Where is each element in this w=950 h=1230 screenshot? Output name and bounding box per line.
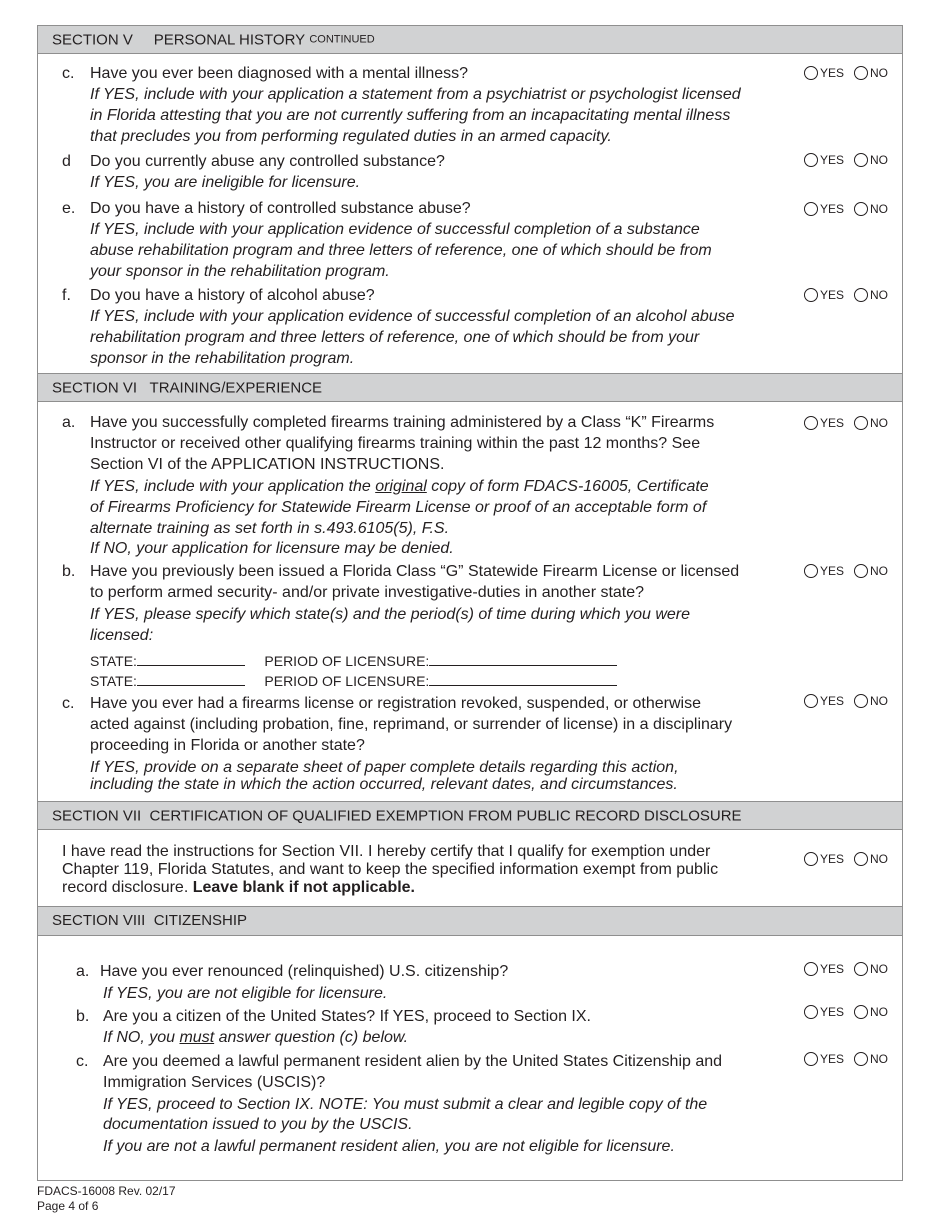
note-underlined: must: [179, 1029, 215, 1046]
radio-circle-icon: [854, 416, 868, 430]
radio-circle-icon: [804, 852, 818, 866]
radio-circle-icon: [854, 1005, 868, 1019]
section-v-header: [38, 26, 902, 54]
no-radio[interactable]: [854, 288, 888, 302]
no-label: NO: [870, 962, 889, 976]
question-text: Are you a citizen of the United States? If YES, proceed to Section IX.: [103, 1008, 591, 1025]
question-letter: d: [62, 153, 71, 170]
yes-label: YES: [820, 416, 845, 430]
yes-label: YES: [820, 694, 845, 708]
yes-label: YES: [820, 66, 845, 80]
no-label: NO: [870, 564, 889, 578]
application-form-page: [37, 25, 903, 1181]
radio-circle-icon: [804, 694, 818, 708]
question-text: Do you have a history of alcohol abuse?: [90, 287, 375, 304]
radio-circle-icon: [804, 564, 818, 578]
certification-text-end: record disclosure.: [62, 879, 193, 896]
yes-radio[interactable]: [804, 66, 844, 80]
yes-label: YES: [820, 288, 845, 302]
question-text: Have you ever had a firearms license or registration revoked, suspended, or otherwise: [90, 695, 701, 712]
yes-no-group: [804, 416, 888, 433]
note-text: copy of form FDACS-16005, Certificate: [426, 478, 709, 495]
no-radio[interactable]: [854, 66, 888, 80]
question-letter: b.: [62, 563, 76, 580]
yes-radio[interactable]: [804, 564, 844, 578]
yes-no-group: [804, 852, 888, 869]
certification-text: [62, 877, 415, 898]
question-note: If YES, proceed to Section IX. NOTE: You must submit a clear and legible copy of the: [103, 1096, 708, 1113]
no-radio[interactable]: [854, 962, 888, 976]
yes-label: YES: [820, 852, 845, 866]
no-label: NO: [870, 694, 889, 708]
yes-no-group: [804, 288, 888, 305]
period-input-2[interactable]: [429, 671, 617, 686]
yes-radio[interactable]: [804, 153, 844, 167]
radio-circle-icon: [854, 962, 868, 976]
no-radio[interactable]: [854, 852, 888, 866]
radio-circle-icon: [854, 202, 868, 216]
yes-radio[interactable]: [804, 202, 844, 216]
period-label: PERIOD OF LICENSURE:: [264, 673, 430, 689]
question-note: your sponsor in the rehabilitation program.: [90, 263, 390, 280]
yes-label: YES: [820, 1005, 845, 1019]
question-note: [90, 476, 709, 497]
yes-label: YES: [820, 153, 845, 167]
radio-circle-icon: [804, 288, 818, 302]
question-text: Have you previously been issued a Florida Class “G” Statewide Firearm License or licensed: [90, 563, 740, 580]
yes-radio[interactable]: [804, 416, 844, 430]
yes-radio[interactable]: [804, 694, 844, 708]
note-text: answer question (c) below.: [214, 1029, 409, 1046]
question-letter: e.: [62, 200, 76, 217]
question-text: Instructor or received other qualifying firearms training within the past 12 months? See: [90, 435, 701, 452]
question-letter: f.: [62, 287, 71, 304]
question-text: Have you successfully completed firearms training administered by a Class “K” Firearms: [90, 414, 715, 431]
section-vii-header: [38, 801, 902, 830]
form-number: FDACS-16008 Rev. 02/17: [37, 1184, 176, 1198]
radio-circle-icon: [804, 66, 818, 80]
section-v-label: SECTION V: [52, 31, 133, 49]
yes-label: YES: [820, 564, 845, 578]
no-radio[interactable]: [854, 416, 888, 430]
no-radio[interactable]: [854, 1052, 888, 1066]
question-note: rehabilitation program and three letters of reference, one of which should be from your: [90, 329, 700, 346]
note-underlined: original: [375, 478, 427, 495]
question-note: abuse rehabilitation program and three letters of reference, one of which should be from: [90, 242, 712, 259]
yes-no-group: [804, 1052, 888, 1069]
certification-text: Chapter 119, Florida Statutes, and want to keep the specified information exempt from public: [62, 861, 719, 878]
question-note: If YES, include with your application evidence of successful completion of a substance: [90, 221, 700, 238]
question-text: proceeding in Florida or another state?: [90, 737, 365, 754]
question-note: sponsor in the rehabilitation program.: [90, 350, 355, 367]
yes-radio[interactable]: [804, 1005, 844, 1019]
question-note: If NO, your application for licensure may be denied.: [90, 540, 454, 557]
question-letter: c.: [76, 1053, 89, 1070]
no-label: NO: [870, 1052, 889, 1066]
section-vii-label: SECTION VII: [52, 807, 142, 825]
question-note: documentation issued to you by the USCIS.: [103, 1116, 413, 1133]
question-note: in Florida attesting that you are not currently suffering from an incapacitating mental illness: [90, 107, 731, 124]
question-text: to perform armed security- and/or private investigative-duties in another state?: [90, 584, 645, 601]
question-note: If YES, you are not eligible for licensure.: [103, 985, 388, 1002]
question-text: Immigration Services (USCIS)?: [103, 1074, 326, 1091]
no-label: NO: [870, 852, 889, 866]
question-text: Have you ever been diagnosed with a mental illness?: [90, 65, 469, 82]
section-v-suffix: CONTINUED: [309, 33, 375, 46]
state-label: STATE:: [90, 673, 137, 689]
question-note: including the state in which the action occurred, relevant dates, and circumstances.: [90, 776, 678, 793]
no-radio[interactable]: [854, 153, 888, 167]
question-text: Are you deemed a lawful permanent resident alien by the United States Citizenship and: [103, 1053, 723, 1070]
note-text: If YES, include with your application the: [90, 478, 376, 495]
question-note: [103, 1027, 408, 1048]
yes-no-group: [804, 66, 888, 83]
section-vi-title: TRAINING/EXPERIENCE: [149, 379, 323, 397]
radio-circle-icon: [804, 1005, 818, 1019]
no-label: NO: [870, 288, 889, 302]
certification-text: I have read the instructions for Section VII. I hereby certify that I qualify for exemption under: [62, 843, 711, 860]
question-note: alternate training as set forth in s.493.6105(5), F.S.: [90, 520, 450, 537]
question-letter: c.: [62, 65, 75, 82]
state-input-1[interactable]: [137, 651, 245, 666]
question-letter: a.: [62, 414, 76, 431]
section-vi-label: SECTION VI: [52, 379, 138, 397]
question-text: Do you have a history of controlled substance abuse?: [90, 200, 471, 217]
no-label: NO: [870, 416, 889, 430]
yes-no-group: [804, 694, 888, 711]
section-v-title: PERSONAL HISTORY: [153, 31, 306, 49]
radio-circle-icon: [854, 1052, 868, 1066]
radio-circle-icon: [804, 416, 818, 430]
period-label: PERIOD OF LICENSURE:: [264, 653, 430, 669]
yes-label: YES: [820, 202, 845, 216]
radio-circle-icon: [854, 288, 868, 302]
yes-no-group: [804, 153, 888, 170]
note-text: If NO, you: [103, 1029, 180, 1046]
question-note: If YES, you are ineligible for licensure.: [90, 174, 361, 191]
period-input-1[interactable]: [429, 651, 617, 666]
question-note: that precludes you from performing regulated duties in an armed capacity.: [90, 128, 612, 145]
question-letter: c.: [62, 695, 75, 712]
radio-circle-icon: [854, 564, 868, 578]
question-note: If YES, provide on a separate sheet of paper complete details regarding this action,: [90, 759, 679, 776]
section-viii-label: SECTION VIII: [52, 912, 146, 930]
state-label: STATE:: [90, 653, 137, 669]
radio-circle-icon: [804, 962, 818, 976]
section-vi-header: [38, 373, 902, 402]
yes-radio[interactable]: [804, 852, 844, 866]
yes-radio[interactable]: [804, 962, 844, 976]
state-input-2[interactable]: [137, 671, 245, 686]
no-label: NO: [870, 153, 889, 167]
leave-blank-note: Leave blank if not applicable.: [192, 879, 415, 896]
no-radio[interactable]: [854, 694, 888, 708]
no-radio[interactable]: [854, 1005, 888, 1019]
question-note: licensed:: [90, 627, 154, 644]
radio-circle-icon: [804, 153, 818, 167]
section-viii-header: [38, 906, 902, 936]
yes-no-group: [804, 1005, 888, 1022]
question-text: Have you ever renounced (relinquished) U.S. citizenship?: [100, 963, 509, 980]
no-label: NO: [870, 1005, 889, 1019]
state-period-row: [90, 651, 617, 670]
question-letter: a.: [76, 963, 90, 980]
question-note: of Firearms Proficiency for Statewide Firearm License or proof of an acceptable form of: [90, 499, 707, 516]
radio-circle-icon: [854, 852, 868, 866]
radio-circle-icon: [854, 153, 868, 167]
yes-no-group: [804, 564, 888, 581]
yes-radio[interactable]: [804, 1052, 844, 1066]
radio-circle-icon: [854, 694, 868, 708]
no-radio[interactable]: [854, 564, 888, 578]
question-text: Do you currently abuse any controlled substance?: [90, 153, 445, 170]
radio-circle-icon: [804, 202, 818, 216]
question-note: If you are not a lawful permanent resident alien, you are not eligible for licensure.: [103, 1138, 675, 1155]
yes-radio[interactable]: [804, 288, 844, 302]
question-text: Section VI of the APPLICATION INSTRUCTIONS.: [90, 456, 445, 473]
page-number: Page 4 of 6: [37, 1199, 99, 1213]
radio-circle-icon: [854, 66, 868, 80]
question-letter: b.: [76, 1008, 90, 1025]
question-note: If YES, include with your application a statement from a psychiatrist or psychologist licensed: [90, 86, 741, 103]
yes-no-group: [804, 202, 888, 219]
question-text: acted against (including probation, fine, reprimand, or surrender of license) in a disciplinary: [90, 716, 733, 733]
yes-label: YES: [820, 1052, 845, 1066]
no-label: NO: [870, 202, 889, 216]
no-radio[interactable]: [854, 202, 888, 216]
yes-no-group: [804, 962, 888, 979]
question-note: If YES, include with your application evidence of successful completion of an alcohol abuse: [90, 308, 735, 325]
no-label: NO: [870, 66, 889, 80]
section-viii-title: CITIZENSHIP: [153, 912, 248, 930]
radio-circle-icon: [804, 1052, 818, 1066]
yes-label: YES: [820, 962, 845, 976]
question-note: If YES, please specify which state(s) and the period(s) of time during which you were: [90, 606, 690, 623]
state-period-row: [90, 671, 617, 690]
section-vii-title: CERTIFICATION OF QUALIFIED EXEMPTION FROM PUBLIC RECORD DISCLOSURE: [149, 807, 742, 825]
